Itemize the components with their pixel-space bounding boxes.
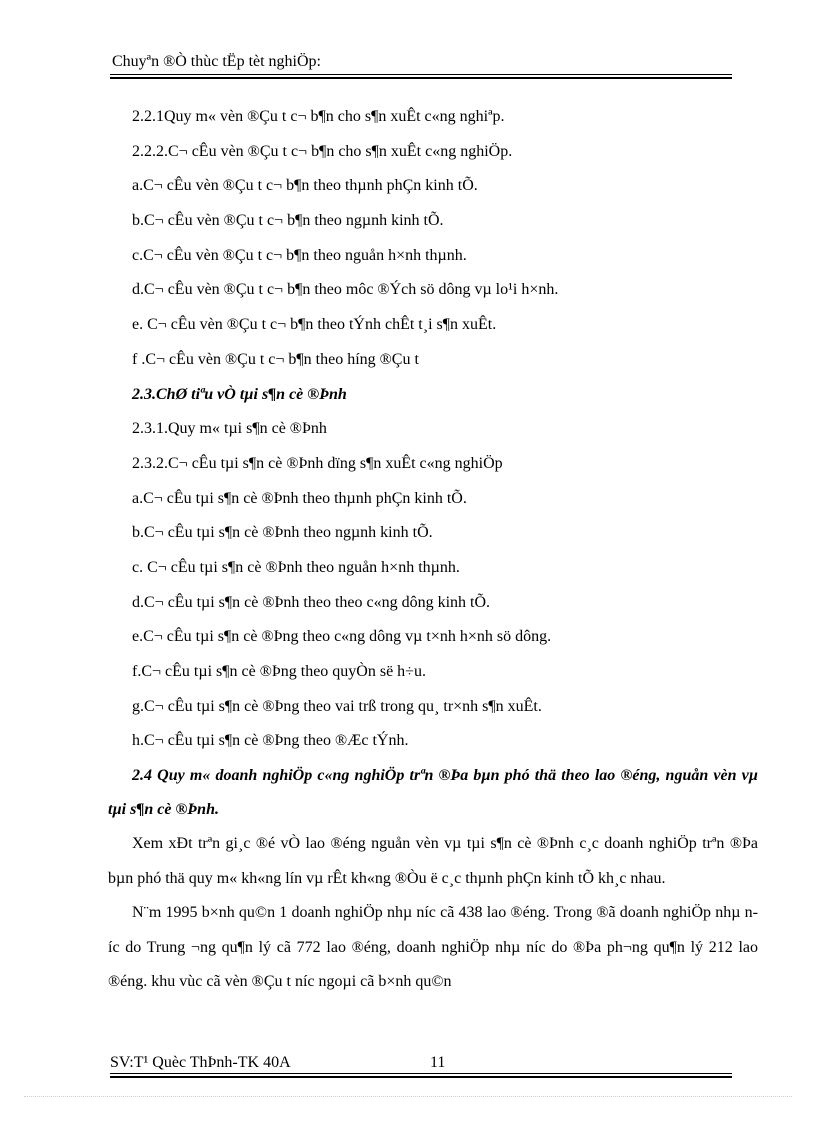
outline-line: f.C¬ cÊu tµi s¶n cè ®Þng theo quyÒn së h÷u.	[132, 663, 426, 680]
outline-line: g.C¬ cÊu tµi s¶n cè ®Þng theo vai trß trong qu¸ tr×nh s¶n xuÊt.	[132, 697, 542, 715]
outline-line: 2.2.2.C¬ cÊu vèn ®Çu t c¬ b¶n cho s¶n xuÊt c«ng nghiÖp.	[132, 142, 513, 160]
outline-line: a.C¬ cÊu vèn ®Çu t c¬ b¶n theo thµnh phÇn kinh tÕ.	[132, 177, 478, 195]
outline-line: f .C¬ cÊu vèn ®Çu t c¬ b¶n theo híng ®Çu t	[132, 350, 419, 368]
header-rule-thin	[110, 74, 732, 75]
outline-line: e. C¬ cÊu vèn ®Çu t c¬ b¶n theo tÝnh chÊt t¸i s¶n xuÊt.	[132, 316, 497, 334]
outline-line: a.C¬ cÊu tµi s¶n cè ®Þnh theo thµnh phÇn kinh tÕ.	[132, 489, 467, 507]
footer-rule-thick	[110, 1076, 732, 1078]
outline-line: h.C¬ cÊu tµi s¶n cè ®Þng theo ®Æc tÝnh.	[132, 732, 409, 750]
page-body	[108, 100, 758, 1000]
footer-student: SV:T¹ Quèc ThÞnh-TK 40A	[110, 1054, 291, 1071]
outline-line: c.C¬ cÊu vèn ®Çu t c¬ b¶n theo nguån h×nh thµnh.	[132, 246, 467, 264]
footer-rule-thin	[110, 1073, 732, 1074]
outline-line: 2.2.1Quy m« vèn ®Çu t c¬ b¶n cho s¶n xuÊt c«ng nghiªp.	[132, 108, 505, 125]
subsection-heading: 2.3.ChØ tiªu vÒ tµi s¶n cè ®Þnh	[132, 385, 347, 403]
outline-line: e.C¬ cÊu tµi s¶n cè ®Þng theo c«ng dông vµ t×nh h×nh sö dông.	[132, 628, 552, 646]
header-rule-thick	[110, 77, 732, 79]
outline-line: c. C¬ cÊu tµi s¶n cè ®Þnh theo nguån h×nh thµnh.	[132, 558, 460, 576]
body-paragraph: Xem xÐt trªn gi¸c ®é vÒ lao ®éng nguån vèn vµ tµi s¶n cè ®Þnh c¸c doanh nghiÖp trªn ®Þa bµn phó thä quy m« kh«ng lín vµ rÊt kh«ng ®Òu ë c¸c thµnh phÇn kinh tÕ kh¸c nhau.	[108, 835, 758, 887]
section-heading: 2.4 Quy m« doanh nghiÖp c«ng nghiÖp trªn ®Þa bµn phó thä theo lao ®éng, nguån vèn vµ tµi s¶n cè ®Þnh.	[108, 767, 758, 819]
outline-line: 2.3.2.C¬ cÊu tµi s¶n cè ®Þnh dïng s¶n xuÊt c«ng nghiÖp	[132, 454, 503, 472]
outline-line: d.C¬ cÊu tµi s¶n cè ®Þnh theo theo c«ng dông kinh tÕ.	[132, 593, 491, 611]
body-paragraph: N¨m 1995 b×nh qu©n 1 doanh nghiÖp nhµ níc cã 438 lao ®éng. Trong ®ã doanh nghiÖp nhµ níc do Trung ¬ng qu¶n lý cã 772 lao ®éng, doanh nghiÖp nhµ níc do ®Þa ph¬ng qu¶n lý 212 lao ®éng. khu vùc cã vèn ®Çu t níc ngoµi cã b×nh qu©n	[108, 904, 758, 991]
page-edge-divider	[24, 1096, 792, 1097]
outline-line: b.C¬ cÊu tµi s¶n cè ®Þnh theo ngµnh kinh tÕ.	[132, 524, 433, 542]
page-footer	[110, 1053, 732, 1073]
outline-line: 2.3.1.Quy m« tµi s¶n cè ®Þnh	[132, 420, 327, 438]
outline-line: d.C¬ cÊu vèn ®Çu t c¬ b¶n theo môc ®Ých sö dông vµ lo¹i h×nh.	[132, 281, 559, 299]
running-header: Chuyªn ®Ò thùc tËp tèt nghiÖp:	[112, 53, 321, 70]
page-number: 11	[430, 1054, 446, 1071]
outline-line: b.C¬ cÊu vèn ®Çu t c¬ b¶n theo ngµnh kinh tÕ.	[132, 212, 444, 230]
